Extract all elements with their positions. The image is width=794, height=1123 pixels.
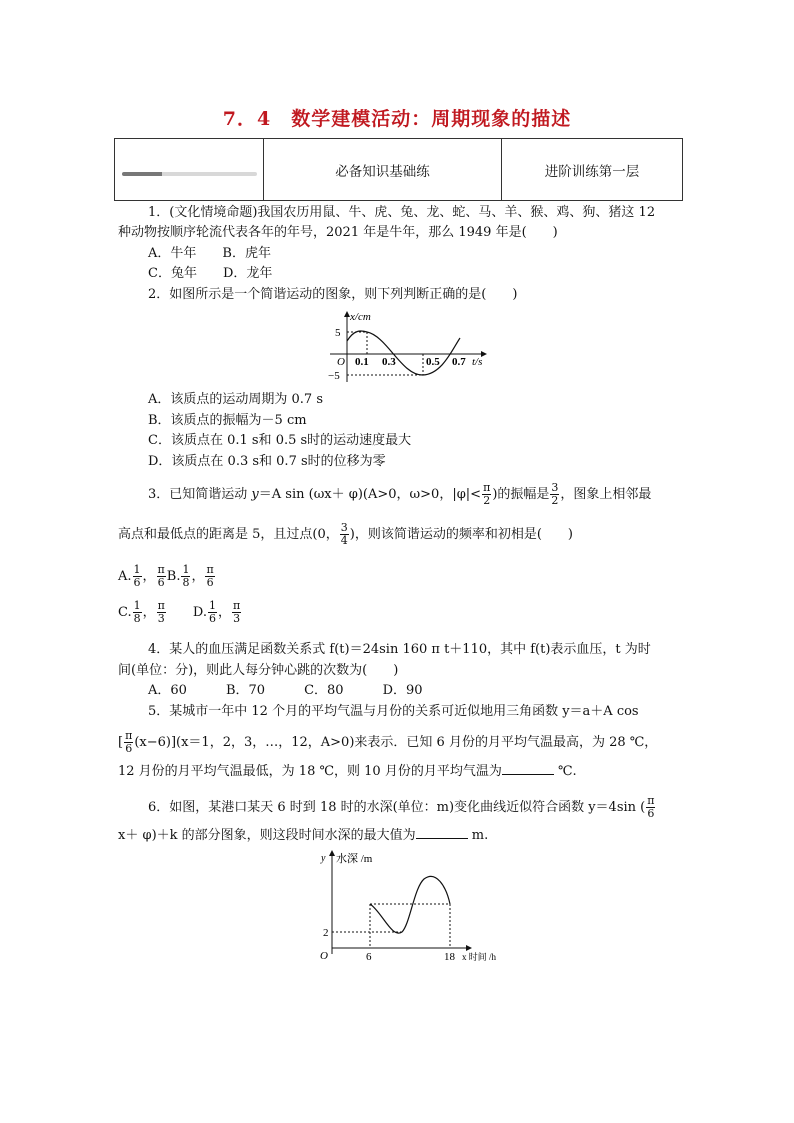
header-col2: 必备知识基础练 [264,139,502,201]
page-title: 7．4 数学建模活动：周期现象的描述 [222,108,572,130]
logo-cell [115,139,264,201]
q3-option-b: B. [166,569,181,584]
logo-icon [122,172,257,176]
q4-options [148,681,423,701]
q6-xlabel: x 时间 /h [462,952,497,962]
q2-tick-05: 0.5 [426,356,440,368]
q5-frac-pi-6: $\frac{\pi}{6}$ [125,729,133,755]
q2-option-d: D．该质点在 0.3 s和 0.7 s时的位移为零 [148,454,386,469]
q4-line2: 间(单位：分)，则此人每分钟心跳的次数为( ) [118,663,399,678]
q3-frac-pi-2: $\frac{\pi}{2}$ [483,481,491,507]
q6-line2: x＋ φ)＋k 的部分图象，则这段时间水深的最大值为 m. [118,828,489,843]
q1-option-c: C．兔年 [148,266,197,281]
q1-option-a: A．牛年 [148,246,197,261]
q4-option-b: B．70 [225,683,266,698]
q2-option-b: B．该质点的振幅为－5 cm [148,413,307,428]
q2-y-neg: −5 [328,370,340,382]
q3-line1: 3．已知简谐运动 y＝A sin (ωx＋ φ)(A>0，ω>0，|φ|< $\frac{\pi}{2}$ )的振幅是 $\frac{3}{2}$ ，图象上相邻最 [148,481,652,507]
q6-frac-pi-6: $\frac{\pi}{6}$ [647,794,655,820]
q2-tick-01: 0.1 [355,356,369,368]
q6-ylabel: 水深 /m [336,853,373,865]
q1-options-cd [148,264,272,284]
header-table [114,138,683,201]
q2-y-pos: 5 [335,327,341,339]
q1-option-d: D．龙年 [222,266,273,281]
q6-tick-2: 2 [323,927,329,939]
q3-option-c: C. [118,605,132,620]
q2-ylabel: x/cm [350,311,371,323]
q5-answer-blank[interactable] [502,762,554,775]
q2-figure [322,308,492,384]
q2-stem: 2．如图所示是一个简谐运动的图象，则下列判断正确的是( ) [148,287,518,302]
q6-line1: 6．如图，某港口某天 6 时到 18 时的水深(单位：m)变化曲线近似符合函数 y＝4sin ( $\frac{\pi}{6}$ [148,794,655,820]
q6-answer-blank[interactable] [416,826,468,839]
q6-origin: O [320,950,328,962]
q6-tick-18: 18 [444,951,455,963]
q1-option-b: B．虎年 [222,246,271,261]
q3-frac-3-2: $\frac{3}{2}$ [551,481,559,507]
q2-tick-07: 0.7 [452,356,466,368]
q2-xlabel: t/s [472,356,483,368]
q4-option-a: A．60 [148,683,187,698]
q3-frac-3-4: $\frac{3}{4}$ [340,521,348,547]
q3-options-cd: C. $\frac{1}{8}$ ， $\frac{\pi}{3}$ D. $\frac{1}{6}$ ， $\frac{\pi}{3}$ [118,599,241,625]
q6-tick-6: 6 [366,951,372,963]
q2-option-c: C．该质点在 0.1 s和 0.5 s时的运动速度最大 [148,433,412,448]
q1-options-ab [148,244,271,264]
q2-option-a: A．该质点的运动周期为 0.7 s [148,392,323,407]
q3-option-d: D. [192,605,207,620]
q6-figure [316,846,506,964]
q4-option-d: D．90 [382,683,423,698]
q3-options-ab: A. $\frac{1}{6}$ ， $\frac{\pi}{6}$ B. $\frac{1}{8}$ ， $\frac{\pi}{6}$ [118,563,214,589]
q2-origin: O [337,356,345,368]
q1-line1: 1．(文化情境命题)我国农历用鼠、牛、虎、兔、龙、蛇、马、羊、猴、鸡、狗、猪这 12 [148,205,656,220]
q3-option-a: A. [118,569,132,584]
header-col3: 进阶训练第一层 [502,139,683,201]
q4-line1: 4．某人的血压满足函数关系式 f(t)＝24sin 160 π t＋110，其中 f(t)表示血压，t 为时 [148,642,651,657]
q5-line2: [ $\frac{\pi}{6}$ (x−6)](x＝1，2，3，…，12，A>0)来表示．已知 6 月份的月平均气温最高，为 28 ℃， [118,729,658,755]
q1-line2: 种动物按顺序轮流代表各年的年号，2021 年是牛年，那么 1949 年是( ) [118,225,558,240]
q5-line1: 5．某城市一年中 12 个月的平均气温与月份的关系可近似地用三角函数 y＝a＋A cos [148,704,639,719]
q5-line3: 12 月份的月平均气温最低，为 18 ℃，则 10 月份的月平均气温为 ℃. [118,764,577,779]
q4-option-c: C．80 [304,683,344,698]
q6-y-axis-letter: y [321,853,326,864]
q2-tick-03: 0.3 [382,356,396,368]
q3-line2: 高点和最低点的距离是 5，且过点(0， $\frac{3}{4}$ )，则该简谐运动的频率和初相是( ) [118,521,573,547]
